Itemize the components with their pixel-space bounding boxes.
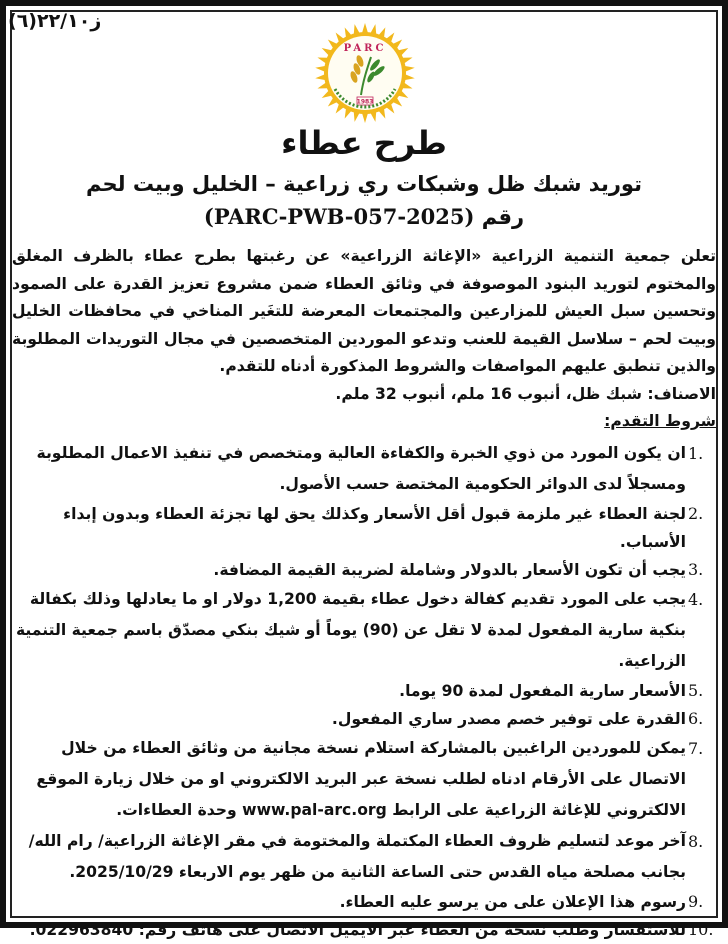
page-title: طرح عطاء [281,124,447,162]
condition-text: يمكن للموردين الراغبين بالمشاركة استلام نسخة مجانية من وثائق العطاء من خلال الاتصال على الأرقام ادناه لطلب نسخة عبر البريد الالكتروني او من خلال زيارة الموقع الالكتروني للإغاثة الزراعية على الرابط www.pal-arc.org وحدة العطاءات. [36,738,686,819]
condition-number: 7. [688,738,704,758]
condition-text: الأسعار سارية المفعول لمدة 90 يوما. [399,681,686,700]
condition-item [12,584,716,677]
reference-code: ز٢٢/١٠(٦) [8,10,102,32]
condition-text: للاستفسار وطلب نسخة من العطاء عبر الايميل الاتصال على هاتف رقم: 022963840. [29,920,686,939]
condition-number: 1. [688,443,704,463]
condition-item [12,826,716,888]
condition-item [12,705,716,733]
conditions-list [12,438,716,944]
condition-item [12,677,716,705]
condition-text: رسوم هذا الإعلان على من يرسو عليه العطاء. [339,892,686,911]
condition-number: 10. [688,919,714,939]
ref-number-code: (PARC-PWB-057-2025) [203,204,475,229]
condition-text: ان يكون المورد من ذوي الخبرة والكفاءة العالية ومتخصص في تنفيذ الاعمال المطلوبة ومسجلاً لدى الدوائر الحكومية المختصة حسب الأصول. [36,443,686,493]
condition-number: 9. [688,891,704,911]
condition-number: 8. [688,831,704,851]
tender-body [12,243,716,944]
tender-reference-number [0,204,728,229]
condition-text: لجنة العطاء غير ملزمة قبول أقل الأسعار وكذلك يحق لها تجزئة العطاء وبدون إبداء الأسباب. [63,504,686,551]
condition-number: 3. [688,559,704,579]
parc-logo-icon [314,22,416,124]
condition-number: 2. [688,503,704,523]
conditions-heading: شروط التقدم: [604,412,716,430]
svg-text:1983: 1983 [356,98,374,106]
condition-number: 4. [688,589,704,609]
intro-paragraph: تعلن جمعية التنمية الزراعية «الإغاثة الزراعية» عن رغبتها بطرح عطاء بالظرف المغلق والمختوم لتوريد البنود الموصوفة في وثائق العطاء ضمن مشروع تعزيز القدرة على الصمود وتحسين سبل العيش للمزارعين والمجتمعات المعرضة للتغَير المناخي في محافظات الخليل وبيت لحم – سلاسل القيمة للعنب وتدعو الموردين المتخصصين في مجال التوريدات المطلوبة والذين تنطبق عليهم المواصفات والشروط المذكورة أدناه للتقدم. [12,247,716,375]
items-line: الاصناف: شبك ظل، أنبوب 16 ملم، أنبوب 32 ملم. [335,384,716,403]
condition-text: يجب على المورد تقديم كفالة دخول عطاء بقيمة 1,200 دولار او ما يعادلها وذلك بكفالة بنكية سارية المفعول لمدة لا تقل عن (90) يوماً أو شيك بنكي مصدّق باسم جمعية التنمية الزراعية. [15,589,686,670]
svg-text:PARC: PARC [343,43,387,54]
condition-item [12,888,716,916]
condition-item [12,733,716,826]
ref-number-prefix: رقم [481,205,525,229]
condition-number: 6. [688,708,704,728]
condition-item [12,500,716,556]
condition-item [12,556,716,584]
condition-text: القدرة على توفير خصم مصدر ساري المفعول. [331,709,686,728]
condition-text: يجب أن تكون الأسعار بالدولار وشاملة لضريبة القيمة المضافة. [213,560,686,579]
condition-item [12,916,716,944]
condition-number: 5. [688,680,704,700]
tender-subtitle: توريد شبك ظل وشبكات ري زراعية – الخليل وبيت لحم [86,172,642,196]
condition-item [12,438,716,500]
condition-text: آخر موعد لتسليم ظروف العطاء المكتملة والمختومة في مقر الإغاثة الزراعية/ رام الله/ بجانب مصلحة مياه القدس حتى الساعة الثانية من ظهر يوم الاربعاء 2025/10/29. [28,831,686,881]
